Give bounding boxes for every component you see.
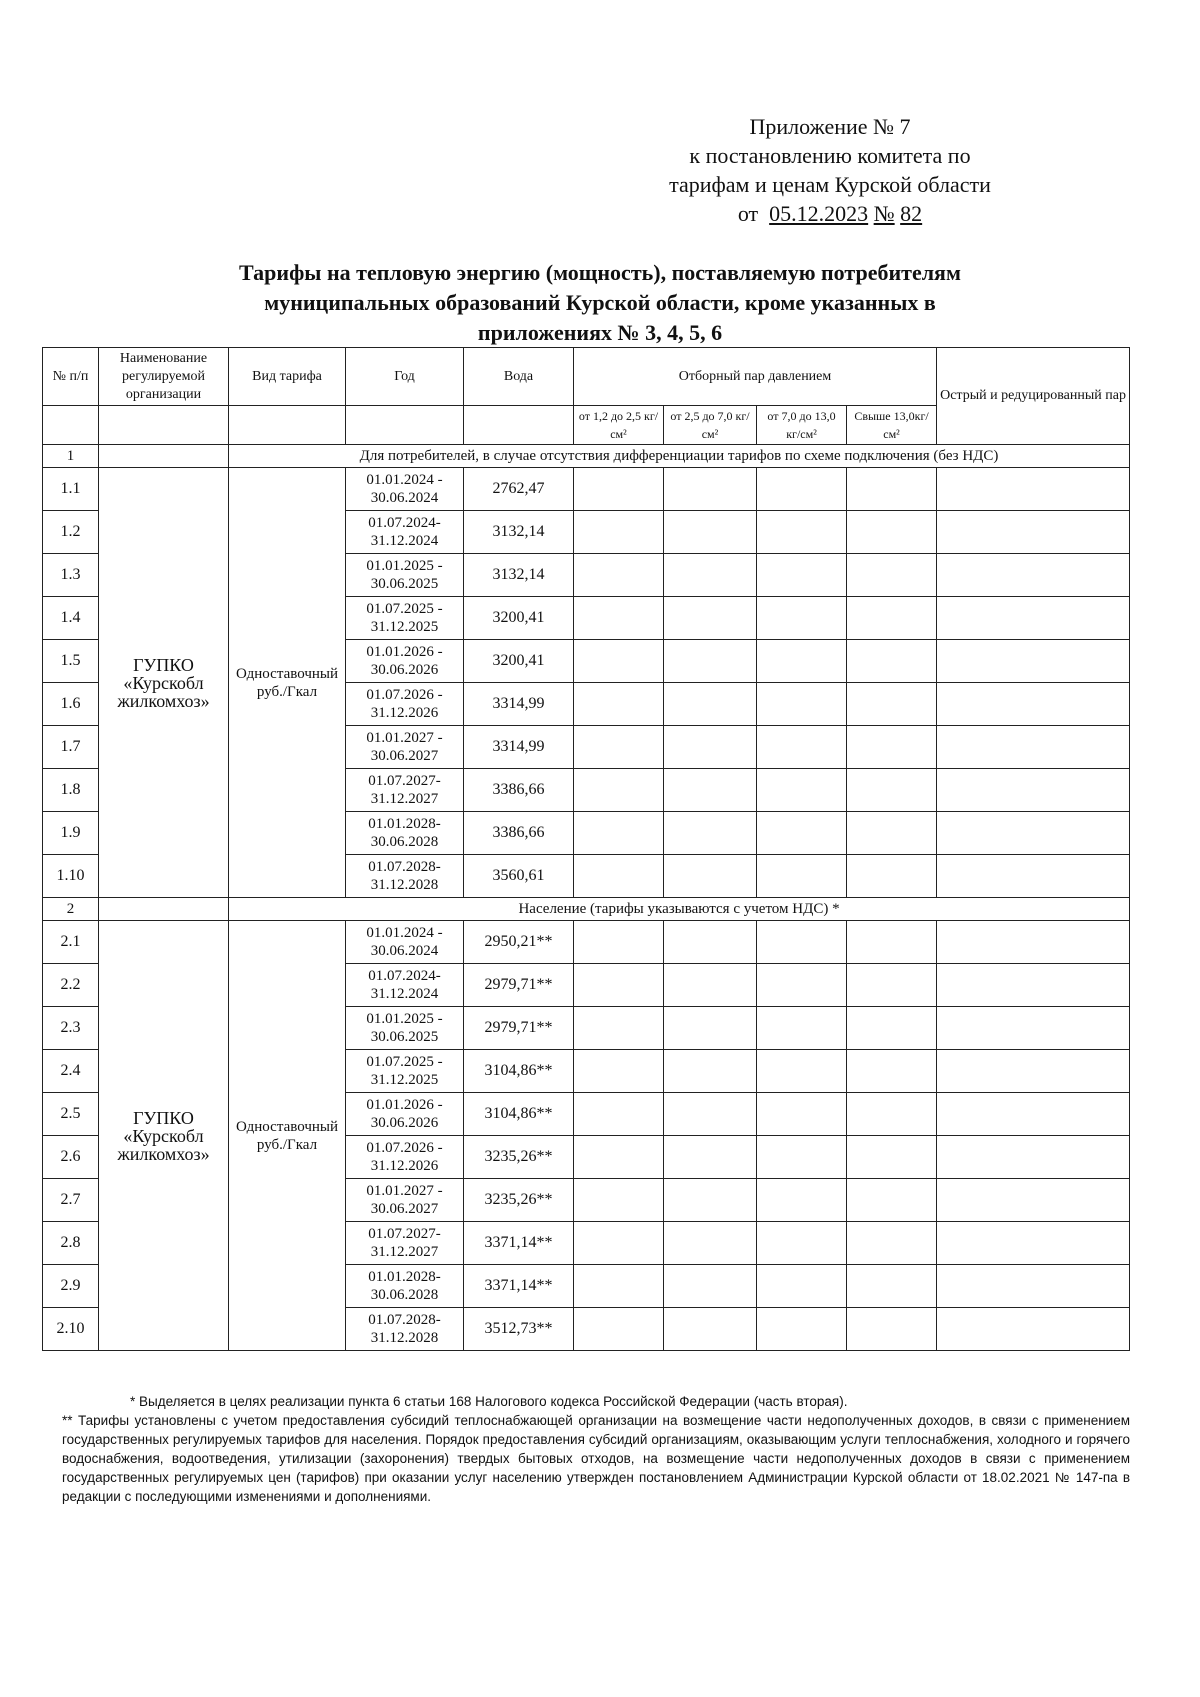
water-tariff: 3560,61 [464,855,574,898]
empty-cell [664,769,757,812]
empty-cell [757,683,847,726]
empty-cell [574,511,664,554]
title-line-1: Тарифы на тепловую энергию (мощность), поставляемую потребителям [239,260,961,285]
row-number: 2.9 [43,1265,99,1308]
empty-cell [574,726,664,769]
empty-cell [937,1179,1130,1222]
tariff-period: 01.01.2028- 30.06.2028 [346,1265,464,1308]
empty-cell [757,769,847,812]
empty-cell [574,1179,664,1222]
empty-cell [757,597,847,640]
empty-cell [664,812,757,855]
empty-cell [574,1093,664,1136]
tariff-period: 01.01.2026 - 30.06.2026 [346,640,464,683]
empty-cell [574,769,664,812]
header-water: Вода [464,348,574,406]
water-tariff: 2979,71** [464,964,574,1007]
empty-cell [574,468,664,511]
empty-cell [574,1222,664,1265]
empty-cell [937,597,1130,640]
empty-cell [757,964,847,1007]
water-tariff: 3104,86** [464,1093,574,1136]
empty-cell [847,964,937,1007]
empty-cell [664,1136,757,1179]
empty-cell [847,554,937,597]
tariff-table [42,347,1130,1351]
empty-cell [847,640,937,683]
empty-cell [664,597,757,640]
empty-cell [847,597,937,640]
tariff-period: 01.07.2025 - 31.12.2025 [346,597,464,640]
water-tariff: 2950,21** [464,921,574,964]
water-tariff: 3132,14 [464,554,574,597]
header-year: Год [346,348,464,406]
water-tariff: 3200,41 [464,640,574,683]
empty-cell [757,554,847,597]
empty-cell [847,1308,937,1351]
water-tariff: 3235,26** [464,1136,574,1179]
empty-cell [847,1050,937,1093]
resolution-number: 82 [900,201,923,226]
row-number: 1.5 [43,640,99,683]
empty-cell [574,597,664,640]
footnotes [62,1392,1130,1506]
empty-cell [757,1179,847,1222]
title-line-2: муниципальных образований Курской области, кроме указанных в [264,290,936,315]
empty-cell [937,855,1130,898]
empty-cell [757,1007,847,1050]
empty-cell [757,1136,847,1179]
row-number: 1.1 [43,468,99,511]
empty-cell [574,964,664,1007]
resolution-date: 05.12.2023 [769,201,869,226]
header-org: Наименование регулируемой организации [99,348,229,406]
tariff-row [43,921,1130,964]
water-tariff: 2762,47 [464,468,574,511]
tariff-period: 01.07.2024- 31.12.2024 [346,964,464,1007]
empty-cell [847,1179,937,1222]
tariff-kind: Одноставочный руб./Гкал [229,921,346,1351]
tariff-period: 01.07.2028- 31.12.2028 [346,1308,464,1351]
empty-cell [757,1265,847,1308]
empty-cell [664,640,757,683]
empty-cell [664,554,757,597]
tariff-period: 01.07.2028- 31.12.2028 [346,855,464,898]
empty-cell [574,683,664,726]
empty-cell [937,554,1130,597]
subheader-empty [43,406,99,445]
water-tariff: 3104,86** [464,1050,574,1093]
empty-cell [847,683,937,726]
water-tariff: 3200,41 [464,597,574,640]
tariff-period: 01.07.2025 - 31.12.2025 [346,1050,464,1093]
pressure-2: от 2,5 до 7,0 кг/см² [664,406,757,445]
water-tariff: 3235,26** [464,1179,574,1222]
empty-cell [664,726,757,769]
footnote-1: * Выделяется в целях реализации пункта 6 статьи 168 Налогового кодекса Российской Федерации (часть вторая). [130,1394,848,1409]
empty-cell [574,812,664,855]
empty-cell [574,554,664,597]
row-number: 2.3 [43,1007,99,1050]
empty-cell [937,1007,1130,1050]
pressure-3: от 7,0 до 13,0 кг/см² [757,406,847,445]
title-line-3: приложениях № 3, 4, 5, 6 [477,320,723,345]
empty-cell [937,1093,1130,1136]
empty-cell [937,468,1130,511]
header-steam: Отборный пар давлением [574,348,937,406]
empty-cell [937,1308,1130,1351]
empty-cell [937,1050,1130,1093]
water-tariff: 2979,71** [464,1007,574,1050]
tariff-period: 01.01.2026 - 30.06.2026 [346,1093,464,1136]
empty-cell [847,511,937,554]
water-tariff: 3512,73** [464,1308,574,1351]
tariff-kind: Одноставочный руб./Гкал [229,468,346,898]
empty-cell [664,511,757,554]
appendix-date-line [600,199,1060,228]
empty-cell [847,812,937,855]
empty-cell [757,640,847,683]
empty-cell [757,812,847,855]
empty-cell [664,683,757,726]
row-number: 2.7 [43,1179,99,1222]
empty-cell [847,769,937,812]
section-empty [99,445,229,468]
row-number: 2.1 [43,921,99,964]
row-number: 1.3 [43,554,99,597]
date-prefix: от [737,201,759,226]
tariff-period: 01.07.2027- 31.12.2027 [346,1222,464,1265]
tariff-period: 01.01.2025 - 30.06.2025 [346,1007,464,1050]
tariff-period: 01.01.2024 - 30.06.2024 [346,921,464,964]
empty-cell [937,726,1130,769]
section-title: Для потребителей, в случае отсутствия дифференциации тарифов по схеме подключения (без НДС) [229,445,1130,468]
empty-cell [847,468,937,511]
document-title [130,258,1070,348]
section-empty [99,898,229,921]
empty-cell [937,1265,1130,1308]
section-title: Население (тарифы указываются с учетом НДС) * [229,898,1130,921]
header-row [43,348,1130,406]
empty-cell [664,921,757,964]
tariff-period: 01.07.2024- 31.12.2024 [346,511,464,554]
empty-cell [937,683,1130,726]
water-tariff: 3371,14** [464,1265,574,1308]
empty-cell [574,1007,664,1050]
row-number: 1.10 [43,855,99,898]
empty-cell [847,1222,937,1265]
subheader-empty [346,406,464,445]
water-tariff: 3314,99 [464,683,574,726]
row-number: 1.2 [43,511,99,554]
organization-name: ГУПКО «Курскобл жилкомхоз» [99,468,229,898]
appendix-committee: тарифам и ценам Курской области [669,172,991,197]
empty-cell [847,855,937,898]
tariff-period: 01.01.2024 - 30.06.2024 [346,468,464,511]
empty-cell [574,640,664,683]
row-number: 2.6 [43,1136,99,1179]
pressure-4: Свыше 13,0кг/см² [847,406,937,445]
empty-cell [847,1007,937,1050]
empty-cell [847,1136,937,1179]
header-num: № п/п [43,348,99,406]
empty-cell [937,1222,1130,1265]
row-number: 2.8 [43,1222,99,1265]
tariff-period: 01.07.2026 - 31.12.2026 [346,1136,464,1179]
header-kind: Вид тарифа [229,348,346,406]
empty-cell [937,640,1130,683]
subheader-empty [464,406,574,445]
appendix-header [600,112,1060,228]
tariff-period: 01.01.2027 - 30.06.2027 [346,1179,464,1222]
tariff-period: 01.01.2028- 30.06.2028 [346,812,464,855]
section-row [43,445,1130,468]
empty-cell [847,726,937,769]
empty-cell [847,1093,937,1136]
row-number: 2.5 [43,1093,99,1136]
row-number: 2.10 [43,1308,99,1351]
empty-cell [574,921,664,964]
empty-cell [664,1222,757,1265]
water-tariff: 3386,66 [464,812,574,855]
header-sharp-steam: Острый и редуцированный пар [937,348,1130,445]
empty-cell [574,1136,664,1179]
empty-cell [757,468,847,511]
empty-cell [937,964,1130,1007]
empty-cell [937,769,1130,812]
tariff-period: 01.07.2027- 31.12.2027 [346,769,464,812]
empty-cell [757,1222,847,1265]
row-number: 2.2 [43,964,99,1007]
empty-cell [664,1179,757,1222]
section-number: 1 [43,445,99,468]
appendix-resolution-ref: к постановлению комитета по [689,143,971,168]
empty-cell [574,1308,664,1351]
empty-cell [664,964,757,1007]
tariff-period: 01.07.2026 - 31.12.2026 [346,683,464,726]
footnote-2: ** Тарифы установлены с учетом предоставления субсидий теплоснабжающей организации на возмещение части недополученных доходов, в связи с применением государственных регулируемых тарифов для населения. Порядок предоставления субсидий организациям, оказывающим услуги теплоснабжения, холодного и горячего водоснабжения, водоотведения, утилизации (захоронения) твердых бытовых отходов, на возмещение части недополученных доходов в связи с применением государственных регулируемых цен (тарифов) при оказании услуг населению утвержден постановлением Администрации Курской области от 18.02.2021 № 147-па в редакции с последующими изменениями и дополнениями. [62,1413,1130,1504]
empty-cell [574,1265,664,1308]
row-number: 1.9 [43,812,99,855]
empty-cell [937,921,1130,964]
number-sign: № [873,201,895,226]
empty-cell [664,1007,757,1050]
tariff-period: 01.01.2025 - 30.06.2025 [346,554,464,597]
water-tariff: 3371,14** [464,1222,574,1265]
empty-cell [757,1050,847,1093]
organization-name: ГУПКО «Курскобл жилкомхоз» [99,921,229,1351]
empty-cell [937,511,1130,554]
row-number: 1.8 [43,769,99,812]
empty-cell [757,921,847,964]
empty-cell [847,1265,937,1308]
row-number: 1.7 [43,726,99,769]
water-tariff: 3132,14 [464,511,574,554]
empty-cell [664,1265,757,1308]
empty-cell [847,921,937,964]
empty-cell [757,855,847,898]
empty-cell [757,511,847,554]
row-number: 1.4 [43,597,99,640]
empty-cell [664,1050,757,1093]
section-row [43,898,1130,921]
subheader-empty [99,406,229,445]
empty-cell [757,726,847,769]
empty-cell [574,855,664,898]
appendix-number: Приложение № 7 [749,114,911,139]
row-number: 1.6 [43,683,99,726]
empty-cell [574,1050,664,1093]
water-tariff: 3314,99 [464,726,574,769]
empty-cell [664,468,757,511]
subheader-empty [229,406,346,445]
empty-cell [664,1093,757,1136]
empty-cell [664,1308,757,1351]
pressure-1: от 1,2 до 2,5 кг/см² [574,406,664,445]
empty-cell [757,1308,847,1351]
tariff-row [43,468,1130,511]
empty-cell [664,855,757,898]
row-number: 2.4 [43,1050,99,1093]
empty-cell [937,812,1130,855]
empty-cell [757,1093,847,1136]
water-tariff: 3386,66 [464,769,574,812]
tariff-period: 01.01.2027 - 30.06.2027 [346,726,464,769]
empty-cell [937,1136,1130,1179]
section-number: 2 [43,898,99,921]
